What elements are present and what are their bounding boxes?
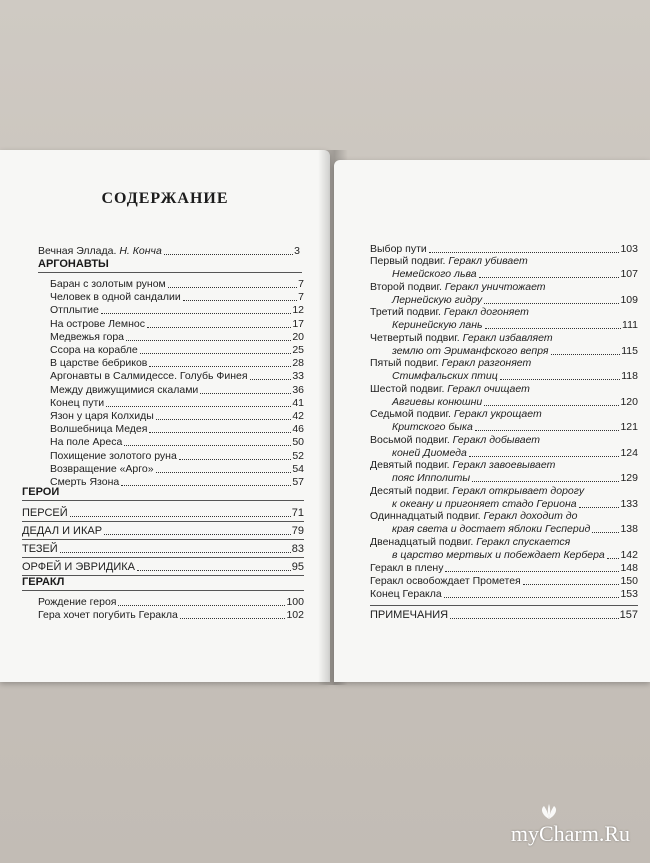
- toc-entry-argonauts: [50, 330, 304, 343]
- leader-dots: [104, 533, 291, 535]
- toc-entry-label: Авгиевы конюшни: [392, 395, 483, 408]
- toc-page-number: 109: [620, 293, 638, 306]
- leader-dots: [472, 480, 619, 482]
- toc-entry-heroes: [22, 506, 304, 519]
- labour-number: Шестой подвиг.: [370, 382, 448, 395]
- labour-number: Седьмой подвиг.: [370, 408, 454, 420]
- toc-entry-label: В царстве бебриков: [50, 357, 148, 370]
- toc-entry-label: в царство мертвых и побеждает Кербера: [392, 548, 605, 561]
- leader-dots: [147, 326, 291, 328]
- contents-heading: СОДЕРЖАНИЕ: [101, 190, 229, 207]
- toc-entry-label: Рождение героя: [38, 596, 117, 608]
- toc-entry-label: ТЕЗЕЙ: [22, 543, 58, 555]
- toc-entry-label: Медвежья гора: [50, 330, 124, 343]
- toc-entry-argonauts: [50, 369, 304, 382]
- toc-entry-label: края света и достает яблоки Гесперид: [392, 523, 591, 535]
- toc-entry-label: ПРИМЕЧАНИЯ: [370, 609, 449, 621]
- section-divider: [22, 539, 304, 540]
- toc-entry-label: Язон у царя Колхиды: [50, 410, 154, 422]
- watermark: myCharm.Ru: [510, 821, 630, 846]
- toc-page-number: 107: [620, 268, 638, 280]
- toc-entry-label: Между движущимися скалами: [50, 383, 199, 396]
- right-page: [334, 160, 650, 682]
- labour-title-italic: Геракл открывает дорогу: [452, 484, 585, 497]
- leader-dots: [106, 405, 291, 407]
- leader-dots: [118, 604, 285, 606]
- labour-title-italic: Геракл догоняет: [443, 306, 529, 318]
- toc-entry-label: коней Диомеда: [392, 446, 467, 459]
- leader-dots: [250, 378, 292, 380]
- leader-dots: [445, 570, 619, 572]
- labour-number: Второй подвиг.: [370, 280, 445, 293]
- toc-entry-label: Выбор пути: [370, 243, 427, 255]
- toc-entry-label: Гера хочет погубить Геракла: [38, 609, 178, 621]
- labour-title-italic: Геракл спускается: [476, 535, 571, 548]
- toc-entry-label: Похищение золотого руна: [50, 449, 177, 462]
- toc-page-number: 124: [620, 446, 638, 459]
- toc-entry-label: Человек в одной сандалии: [50, 291, 181, 304]
- toc-page-number: 103: [620, 243, 638, 255]
- toc-entry-label: пояс Ипполиты: [392, 472, 471, 484]
- toc-entry-label: ОРФЕЙ И ЭВРИДИКА: [22, 561, 135, 573]
- toc-page-number: 129: [620, 472, 638, 484]
- leader-dots: [179, 458, 291, 460]
- labour-number: Третий подвиг.: [370, 306, 444, 318]
- toc-entry-labour: [392, 369, 638, 382]
- toc-entry-right: [370, 574, 638, 587]
- open-book: [0, 150, 650, 690]
- toc-page-number: 25: [292, 344, 304, 356]
- toc-entry-heroes: [22, 524, 304, 537]
- labour-number: Двенадцатый подвиг.: [370, 535, 477, 548]
- section-divider: [22, 521, 304, 522]
- toc-page-number: 138: [620, 523, 638, 535]
- toc-page-number: 118: [621, 370, 638, 382]
- toc-entry-argonauts: [50, 303, 304, 316]
- toc-page-number: 83: [291, 543, 304, 555]
- toc-entry-labour: [392, 471, 638, 484]
- toc-entry-label: На острове Лемнос: [50, 317, 145, 330]
- section-divider: [38, 272, 302, 273]
- toc-entry-first-line: [370, 434, 540, 446]
- leader-dots: [140, 352, 292, 354]
- left-page: [0, 150, 330, 682]
- leader-dots: [484, 404, 619, 406]
- toc-entry-argonauts: [50, 317, 304, 330]
- flower-logo-icon: [538, 803, 560, 821]
- toc-entry-notes: [370, 608, 638, 621]
- labour-title-italic: Геракл очищает: [447, 382, 530, 395]
- toc-entry-argonauts: [50, 462, 304, 475]
- toc-entry-argonauts: [50, 277, 304, 290]
- labour-number: Пятый подвиг.: [370, 357, 442, 369]
- toc-entry-first-line: [370, 459, 555, 471]
- toc-entry-first-line: [370, 306, 529, 318]
- leader-dots: [500, 378, 620, 380]
- leader-dots: [523, 583, 620, 585]
- toc-page-number: 7: [298, 278, 304, 290]
- toc-entry-labour: [392, 522, 638, 535]
- section-divider: [22, 500, 304, 501]
- toc-page-number: 52: [292, 449, 304, 462]
- toc-entry-first-line: [370, 485, 584, 497]
- toc-entry-label: На поле Ареса: [50, 436, 123, 449]
- toc-entry-first-line: [370, 536, 570, 548]
- toc-entry-first-line: [370, 357, 531, 369]
- toc-entry-labour: [392, 446, 638, 459]
- leader-dots: [149, 431, 291, 433]
- leader-dots: [475, 429, 620, 431]
- leader-dots: [164, 253, 293, 255]
- toc-entry-label: Геракл в плену: [370, 562, 444, 574]
- toc-entry-right: [370, 587, 638, 600]
- toc-entry-label: Баран с золотым руном: [50, 278, 166, 290]
- toc-entry-intro: [38, 244, 300, 257]
- toc-page-number: 102: [286, 609, 304, 621]
- labour-number: Десятый подвиг.: [370, 484, 453, 497]
- toc-entry-label: Смерть Язона: [50, 476, 120, 488]
- section-heracles: ГЕРАКЛ: [22, 576, 65, 588]
- toc-entry-labour: [392, 548, 638, 561]
- toc-entry-labour: [392, 395, 638, 408]
- toc-entry-first-line: [370, 255, 528, 267]
- toc-page-number: 3: [294, 245, 300, 257]
- toc-page-number: 42: [292, 410, 304, 422]
- leader-dots: [485, 327, 622, 329]
- section-divider: [22, 557, 304, 558]
- toc-page-number: 12: [292, 304, 304, 317]
- labour-number: Первый подвиг.: [370, 255, 449, 267]
- toc-page-number: 41: [292, 396, 304, 409]
- toc-page-number: 133: [620, 497, 638, 510]
- leader-dots: [126, 339, 291, 341]
- labour-title-italic: Геракл убивает: [448, 255, 528, 267]
- toc-entry-first-line: [370, 383, 530, 395]
- toc-page-number: 150: [620, 575, 638, 587]
- toc-entry-labour: [392, 293, 638, 306]
- toc-page-number: 71: [291, 507, 304, 519]
- toc-entry-label: Геракл освобождает Прометея: [370, 575, 521, 587]
- labour-number: Одиннадцатый подвиг.: [370, 510, 484, 522]
- toc-entry-argonauts: [50, 383, 304, 396]
- leader-dots: [124, 444, 291, 446]
- leader-dots: [484, 302, 619, 304]
- toc-entry-label: Лернейскую гидру: [392, 293, 483, 306]
- toc-entry-label: Конец Геракла: [370, 588, 442, 600]
- toc-page-number: 120: [620, 395, 638, 408]
- toc-entry-first-line: [370, 332, 553, 344]
- toc-page-number: 50: [292, 436, 304, 449]
- section-argonauts: АРГОНАВТЫ: [38, 258, 109, 270]
- leader-dots: [168, 286, 297, 288]
- leader-dots: [579, 506, 620, 508]
- toc-page-number: 100: [286, 596, 304, 608]
- toc-page-number: 7: [298, 291, 304, 304]
- toc-entry-argonauts: [50, 409, 304, 422]
- toc-entry-label: Керинейскую лань: [392, 319, 483, 331]
- labour-title-italic: Геракл уничтожает: [444, 280, 546, 293]
- toc-page-number: 95: [291, 561, 304, 573]
- toc-page-number: 54: [292, 462, 304, 475]
- toc-page-number: 36: [292, 383, 304, 396]
- toc-entry-labour: [392, 318, 638, 331]
- toc-page-number: 57: [292, 476, 304, 488]
- labour-title-italic: Геракл разгоняет: [441, 357, 532, 369]
- labour-title-italic: Геракл доходит до: [483, 510, 578, 522]
- labour-number: Восьмой подвиг.: [370, 433, 453, 446]
- leader-dots: [607, 557, 620, 559]
- toc-page-number: 79: [291, 525, 304, 537]
- leader-dots: [101, 312, 291, 314]
- toc-entry-argonauts: [50, 396, 304, 409]
- toc-entry-label: Аргонавты в Салмидессе. Голубь Финея: [50, 370, 248, 383]
- toc-entry-label: [38, 245, 162, 257]
- leader-dots: [180, 617, 286, 619]
- leader-dots: [592, 531, 619, 533]
- leader-dots: [183, 299, 297, 301]
- toc-entry-labour: [392, 497, 638, 510]
- toc-entry-label: Возвращение «Арго»: [50, 462, 154, 475]
- leader-dots: [137, 569, 291, 571]
- toc-entry-right: [370, 242, 638, 255]
- toc-entry-argonauts: [50, 435, 304, 448]
- toc-entry-label: Отплытие: [50, 304, 99, 317]
- toc-entry-labour: [392, 420, 638, 433]
- toc-page-number: 121: [620, 421, 638, 433]
- toc-page-number: 148: [620, 562, 638, 574]
- leader-dots: [121, 484, 291, 486]
- labour-title-italic: Геракл добывает: [452, 433, 541, 446]
- section-divider: [22, 590, 304, 591]
- toc-entry-label: Волшебница Медея: [50, 423, 148, 436]
- leader-dots: [479, 276, 620, 278]
- toc-entry-labour: [392, 267, 638, 280]
- leader-dots: [149, 365, 291, 367]
- toc-entry-label: Немейского льва: [392, 268, 477, 280]
- toc-entry-label: Ссора на корабле: [50, 344, 138, 356]
- intro-title: Вечная Эллада.: [38, 245, 120, 257]
- toc-entry-argonauts: [50, 356, 304, 369]
- toc-entry-label: Критского быка: [392, 421, 473, 433]
- leader-dots: [156, 471, 292, 473]
- labour-title-italic: Геракл укрощает: [453, 408, 542, 420]
- toc-entry-label: ДЕДАЛ И ИКАР: [22, 525, 103, 537]
- toc-page-number: 153: [620, 588, 638, 600]
- toc-entry-heroes: [22, 560, 304, 573]
- toc-entry-argonauts: [50, 475, 304, 488]
- section-heroes: ГЕРОИ: [22, 486, 60, 498]
- leader-dots: [551, 353, 621, 355]
- toc-entry-heroes: [22, 542, 304, 555]
- leader-dots: [429, 251, 620, 253]
- toc-entry-label: землю от Эриманфского вепря: [392, 344, 549, 357]
- toc-entry-argonauts: [50, 422, 304, 435]
- toc-page-number: 142: [620, 548, 638, 561]
- labour-title-italic: Геракл избавляет: [462, 331, 553, 344]
- toc-page-number: 157: [619, 609, 638, 621]
- toc-entry-argonauts: [50, 290, 304, 303]
- leader-dots: [70, 515, 291, 517]
- leader-dots: [444, 596, 620, 598]
- toc-entry-labour: [392, 344, 638, 357]
- leader-dots: [200, 392, 291, 394]
- toc-entry-heracles: [38, 595, 304, 608]
- toc-entry-heracles: [38, 608, 304, 621]
- toc-entry-first-line: [370, 281, 546, 293]
- toc-entry-label: Конец пути: [50, 396, 105, 409]
- leader-dots: [60, 551, 291, 553]
- labour-number: Девятый подвиг.: [370, 459, 453, 471]
- toc-entry-first-line: [370, 408, 542, 420]
- toc-entry-right: [370, 561, 638, 574]
- toc-page-number: 20: [292, 330, 304, 343]
- toc-entry-label: Стимфальских птиц: [392, 370, 498, 382]
- section-divider: [370, 605, 638, 606]
- toc-entry-argonauts: [50, 449, 304, 462]
- toc-page-number: 115: [621, 344, 638, 357]
- intro-author: Н. Конча: [119, 245, 162, 257]
- toc-page-number: 17: [292, 317, 304, 330]
- labour-number: Четвертый подвиг.: [370, 331, 463, 344]
- leader-dots: [156, 418, 291, 420]
- toc-entry-first-line: [370, 510, 577, 522]
- toc-page-number: 46: [292, 423, 304, 436]
- toc-entry-argonauts: [50, 343, 304, 356]
- toc-page-number: 111: [622, 319, 638, 331]
- toc-entry-label: ПЕРСЕЙ: [22, 507, 68, 519]
- toc-entry-label: к океану и пригоняет стадо Гериона: [392, 497, 577, 510]
- toc-page-number: 28: [292, 357, 304, 370]
- labour-title-italic: Геракл завоевывает: [452, 459, 556, 471]
- leader-dots: [469, 455, 620, 457]
- toc-page-number: 33: [292, 370, 304, 383]
- leader-dots: [450, 617, 619, 619]
